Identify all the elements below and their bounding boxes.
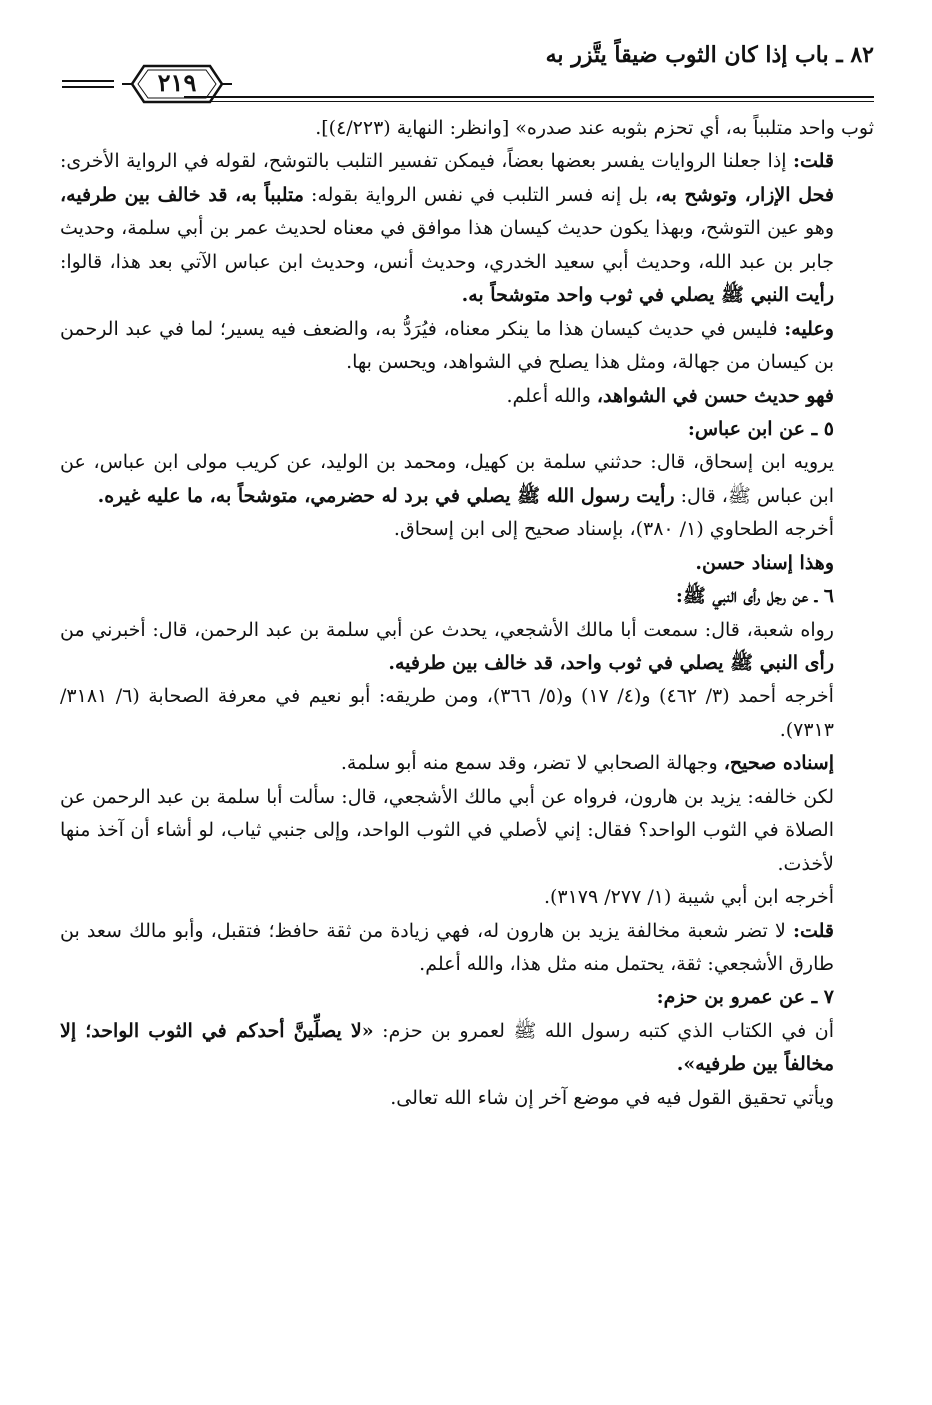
- heading-text: ٥ ـ عن ابن عباس:: [687, 417, 834, 440]
- paragraph: [60, 680, 874, 747]
- bold-run: وهذا إسناد حسن.: [695, 551, 834, 574]
- left-rules: [62, 80, 114, 92]
- text-run: أخرجه ابن أبي شيبة (١/ ٢٧٧/ ٣١٧٩).: [543, 886, 834, 909]
- paragraph: [60, 881, 874, 914]
- bold-run: فحل الإزار، وتوشح به،: [655, 183, 834, 206]
- text-run: أخرجه أحمد (٣/ ٤٦٢) و(٤/ ١٧) و(٥/ ٣٦٦)، ومن طريقه: أبو نعيم في معرفة الصحابة (٦/ ٣١٨١/ ٧٣١٣).: [60, 685, 834, 741]
- text-run: وجهالة الصحابي لا تضر، وقد سمع منه أبو سلمة.: [340, 752, 724, 775]
- paragraph: [60, 145, 874, 312]
- bold-run: رأيت رسول الله ﷺ يصلي في برد له حضرمي، متوشحاً به، ما عليه غيره.: [97, 484, 675, 507]
- paragraph: [60, 614, 874, 681]
- text-run: وهو عين التوشح، وبهذا يكون حديث كيسان هذا موافق في معناه لحديث عمر بن أبي سلمة، وحديث جابر بن عبد الله، وحديث أبي سعيد الخدري، وحديث أنس، وحديث ابن عباس الآتي بعد هذا، قالوا:: [60, 217, 834, 273]
- label-qultu: قلت:: [792, 150, 834, 173]
- label-waalayh: وعليه:: [784, 317, 834, 340]
- bold-run: رأيت النبي ﷺ يصلي في ثوب واحد متوشحاً به.: [461, 284, 834, 307]
- paragraph: [60, 313, 874, 380]
- paragraph: [60, 915, 874, 982]
- heading-text: ٦ ـ عن رجل رأى النبي ﷺ:: [675, 585, 834, 608]
- paragraph: [60, 446, 874, 513]
- paragraph: [60, 1015, 874, 1082]
- paragraph: [60, 781, 874, 881]
- paragraph: [60, 747, 874, 780]
- heading-text: ٧ ـ عن عمرو بن حزم:: [656, 986, 834, 1009]
- text-run: يرويه ابن إسحاق، قال: حدثني سلمة بن كهيل، ومحمد بن الوليد، عن كريب مولى ابن عباس، عن ابن عباس ﷺ، قال:: [60, 451, 834, 507]
- section-heading: [60, 580, 874, 613]
- text-run: بل إنه فسر التلبب في نفس الرواية بقوله:: [303, 183, 656, 206]
- text-run: ثوب واحد متلبباً به، أي تحزم بثوبه عند صدره» [وانظر: النهاية (٤/٢٢٣)].: [315, 117, 874, 139]
- text-run: إذا جعلنا الروايات يفسر بعضها بعضاً، فيمكن تفسير التلبب بالتوشح، لقوله في الرواية الأخرى:: [60, 150, 793, 173]
- paragraph: [60, 1082, 874, 1115]
- bold-run: إسناده صحيح،: [723, 752, 834, 775]
- text-run: فليس في حديث كيسان هذا ما ينكر معناه، فيُرَدُّ به، والضعف فيه يسير؛ لما في عبد الرحمن بن كيسان من جهالة، ومثل هذا يصلح في الشواهد، ويحسن بها.: [60, 317, 834, 374]
- section-heading: [60, 413, 874, 446]
- text-run: أن في الكتاب الذي كتبه رسول الله ﷺ لعمرو بن حزم:: [373, 1019, 835, 1042]
- bold-run: متلبباً به، قد خالف بين طرفيه،: [60, 183, 304, 206]
- page-number: ٢١٩: [157, 68, 197, 97]
- page-number-ornament: [118, 60, 236, 108]
- section-heading: [60, 981, 874, 1014]
- text-run: لا تضر شعبة مخالفة يزيد بن هارون له، فهي زيادة من ثقة حافظ؛ فتقبل، وأبو مالك سعد بن طارق الأشجعي: ثقة، يحتمل منه مثل هذا، والله أعلم.: [60, 919, 834, 975]
- paragraph: [60, 547, 874, 580]
- header-rule: [184, 96, 874, 98]
- paragraph: [60, 112, 874, 145]
- label-qultu: قلت:: [792, 919, 834, 942]
- text-run: ويأتي تحقيق القول فيه في موضع آخر إن شاء الله تعالى.: [390, 1086, 834, 1109]
- paragraph: [60, 513, 874, 546]
- bold-run: رأى النبي ﷺ يصلي في ثوب واحد، قد خالف بين طرفيه.: [388, 652, 834, 674]
- paragraph: [60, 380, 874, 413]
- page-header: [62, 38, 874, 108]
- body-text: [60, 112, 874, 1115]
- bold-run: «لا يصلِّينَّ أحدكم في الثوب الواحد؛ إلا مخالفاً بين طرفيه».: [60, 1019, 834, 1076]
- text-run: لكن خالفه: يزيد بن هارون، فرواه عن أبي مالك الأشجعي، قال: سألت أبا سلمة بن عبد الرحمن عن الصلاة في الثوب الواحد؟ فقال: إني لأصلي في الثوب الواحد، وإلى جنبي ثياب، لو أشاء أن آخذ منها لأخذت.: [60, 785, 834, 875]
- text-run: أخرجه الطحاوي (١/ ٣٨٠)، بإسناد صحيح إلى ابن إسحاق.: [393, 518, 834, 541]
- bold-run: فهو حديث حسن في الشواهد،: [596, 384, 834, 407]
- header-rule-thin: [184, 101, 874, 102]
- text-run: رواه شعبة، قال: سمعت أبا مالك الأشجعي، يحدث عن أبي سلمة بن عبد الرحمن، قال: أخبرني من: [60, 618, 834, 641]
- chapter-title: ٨٢ ـ باب إذا كان الثوب ضيقاً يتَّزر به: [545, 42, 874, 68]
- text-run: والله أعلم.: [506, 384, 597, 407]
